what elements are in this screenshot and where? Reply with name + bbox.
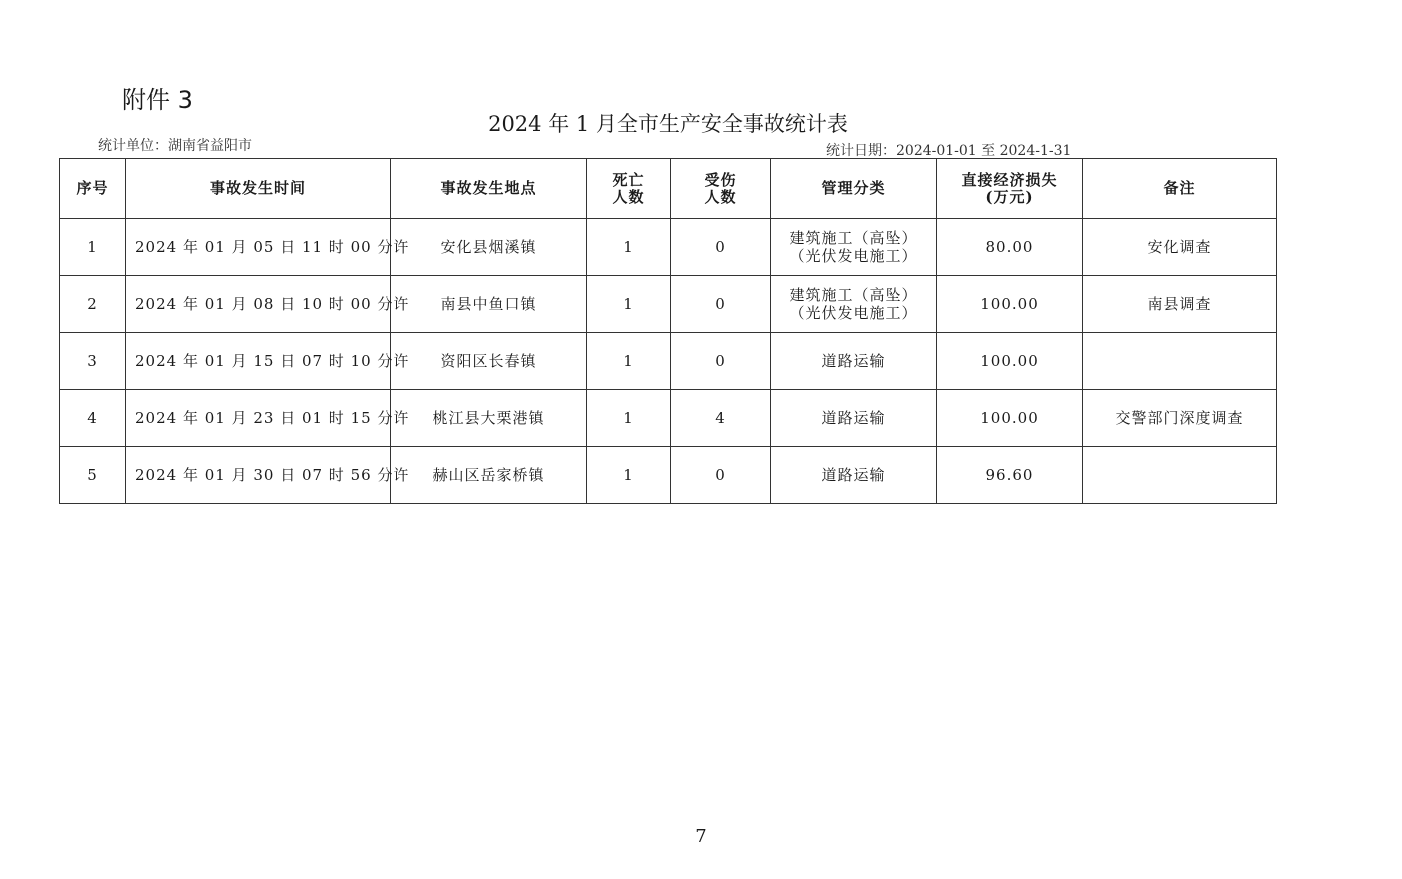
attachment-label: 附件 3 (122, 86, 193, 114)
statistics-unit: 统计单位：湖南省益阳市 (98, 138, 252, 154)
cell-time: 2024 年 01 月 23 日 01 时 15 分许 (126, 390, 391, 447)
page-number: 7 (695, 826, 707, 847)
cell-remarks: 安化调查 (1083, 219, 1277, 276)
document-title: 2024 年 1 月全市生产安全事故统计表 (488, 112, 848, 136)
cell-remarks (1083, 447, 1277, 504)
cell-deaths: 1 (587, 333, 671, 390)
table-row (60, 447, 1277, 504)
cell-injured: 0 (671, 333, 771, 390)
cell-deaths: 1 (587, 219, 671, 276)
cell-no: 3 (60, 333, 126, 390)
cell-place: 赫山区岳家桥镇 (391, 447, 587, 504)
header-deaths: 死亡 人数 (587, 159, 671, 219)
header-place: 事故发生地点 (391, 159, 587, 219)
cell-time: 2024 年 01 月 15 日 07 时 10 分许 (126, 333, 391, 390)
cell-injured: 4 (671, 390, 771, 447)
cell-category: 道路运输 (771, 447, 937, 504)
cell-loss: 100.00 (937, 390, 1083, 447)
cell-category: 道路运输 (771, 333, 937, 390)
cell-deaths: 1 (587, 276, 671, 333)
header-no: 序号 (60, 159, 126, 219)
cell-no: 5 (60, 447, 126, 504)
header-loss: 直接经济损失 (万元) (937, 159, 1083, 219)
cell-place: 资阳区长春镇 (391, 333, 587, 390)
cell-loss: 100.00 (937, 276, 1083, 333)
cell-injured: 0 (671, 447, 771, 504)
table-header-row (60, 159, 1277, 219)
cell-time: 2024 年 01 月 05 日 11 时 00 分许 (126, 219, 391, 276)
statistics-date-range: 统计日期：2024-01-01 至 2024-1-31 (826, 143, 1072, 159)
table-row (60, 390, 1277, 447)
table-row (60, 219, 1277, 276)
cell-no: 4 (60, 390, 126, 447)
accident-statistics-table (59, 158, 1277, 504)
cell-loss: 80.00 (937, 219, 1083, 276)
cell-category: 建筑施工（高坠） （光伏发电施工） (771, 276, 937, 333)
cell-deaths: 1 (587, 390, 671, 447)
cell-time: 2024 年 01 月 30 日 07 时 56 分许 (126, 447, 391, 504)
cell-no: 1 (60, 219, 126, 276)
cell-remarks: 南县调查 (1083, 276, 1277, 333)
cell-category: 道路运输 (771, 390, 937, 447)
header-time: 事故发生时间 (126, 159, 391, 219)
header-injured: 受伤 人数 (671, 159, 771, 219)
cell-no: 2 (60, 276, 126, 333)
cell-loss: 96.60 (937, 447, 1083, 504)
cell-place: 桃江县大栗港镇 (391, 390, 587, 447)
header-remarks: 备注 (1083, 159, 1277, 219)
cell-place: 安化县烟溪镇 (391, 219, 587, 276)
table-row (60, 276, 1277, 333)
table-row (60, 333, 1277, 390)
cell-remarks (1083, 333, 1277, 390)
cell-time: 2024 年 01 月 08 日 10 时 00 分许 (126, 276, 391, 333)
cell-place: 南县中鱼口镇 (391, 276, 587, 333)
cell-injured: 0 (671, 276, 771, 333)
cell-injured: 0 (671, 219, 771, 276)
cell-deaths: 1 (587, 447, 671, 504)
cell-remarks: 交警部门深度调查 (1083, 390, 1277, 447)
header-category: 管理分类 (771, 159, 937, 219)
cell-loss: 100.00 (937, 333, 1083, 390)
cell-category: 建筑施工（高坠） （光伏发电施工） (771, 219, 937, 276)
